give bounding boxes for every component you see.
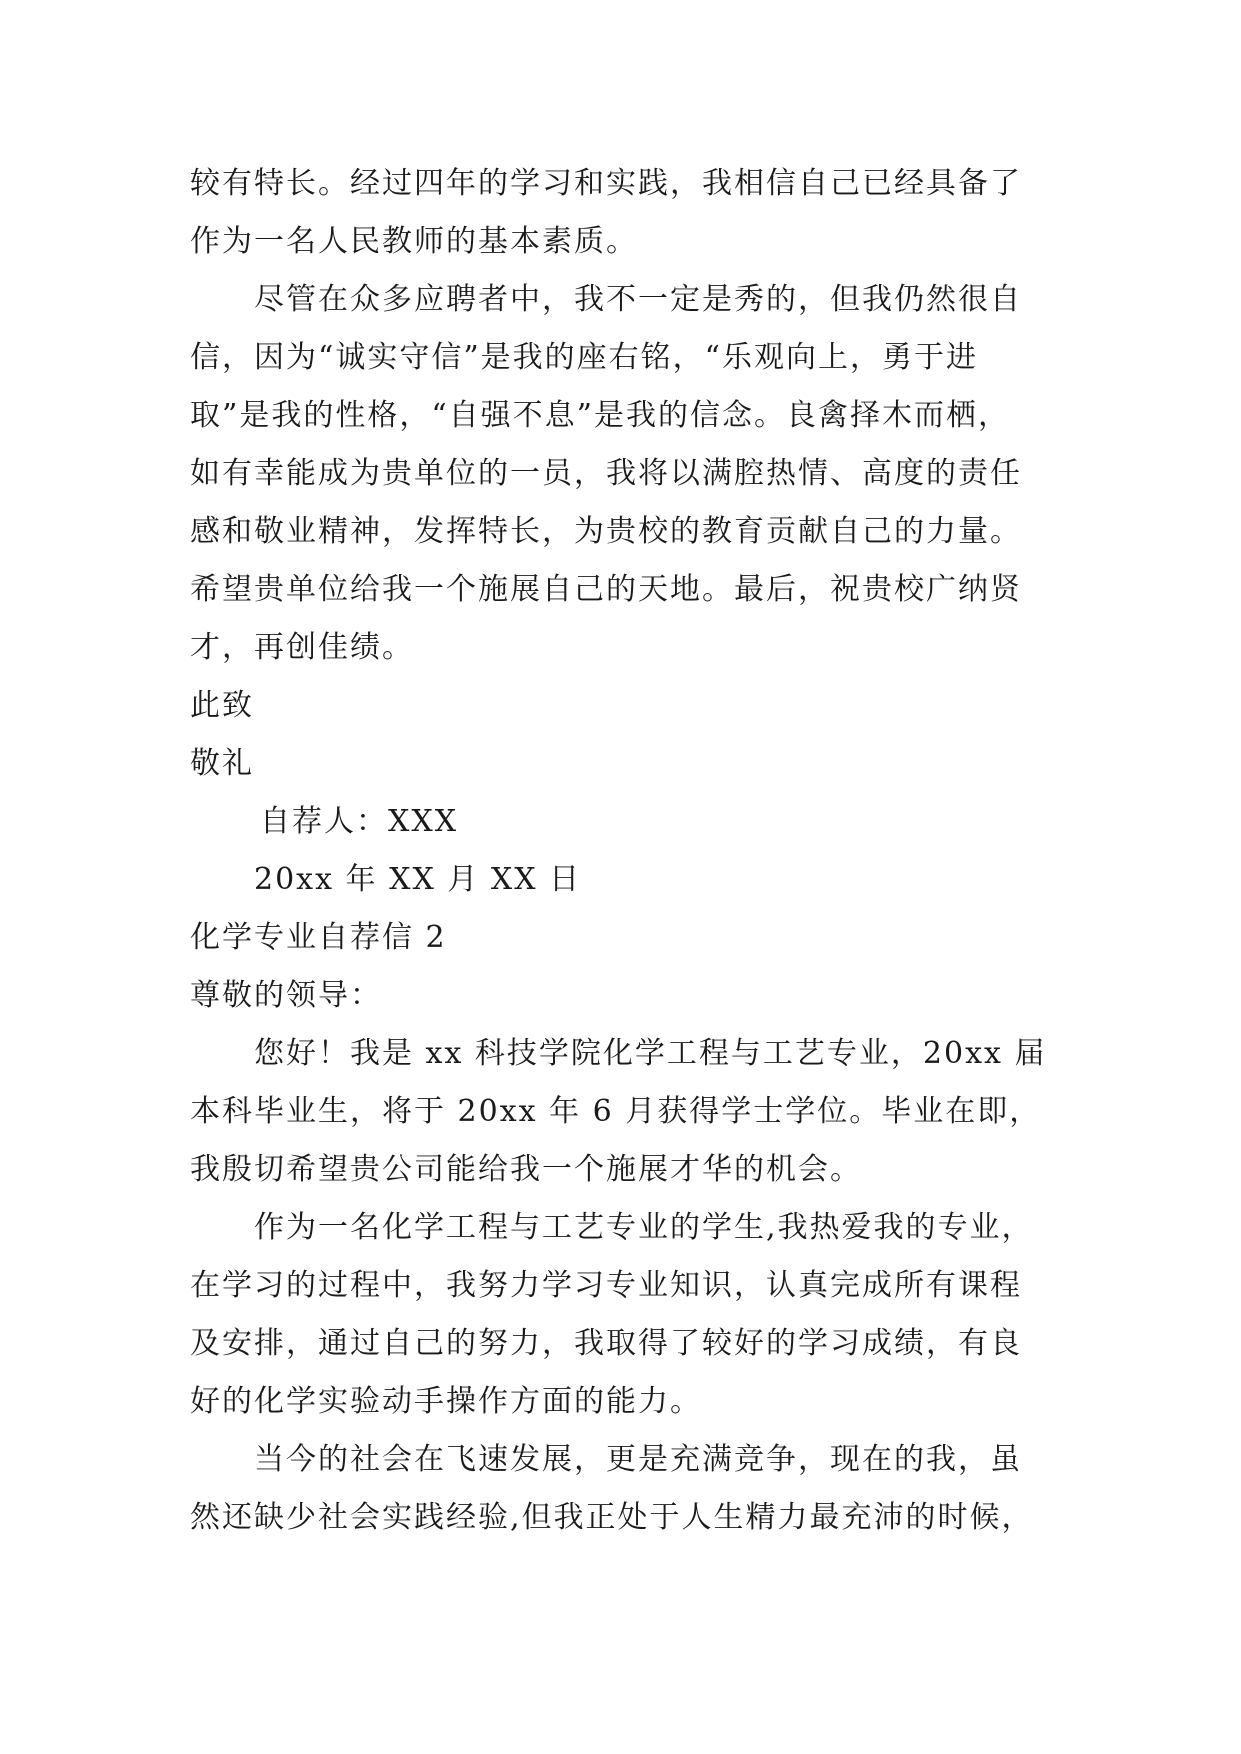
paragraph-line: 在学习的过程中，我努力学习专业知识，认真完成所有课程 — [190, 1268, 1022, 1303]
paragraph-line: 然还缺少社会实践经验,但我正处于人生精力最充沛的时候， — [190, 1500, 1034, 1535]
section-title: 化学专业自荐信 2 — [190, 920, 447, 955]
paragraph-line: 信，因为“诚实守信”是我的座右铭，“乐观向上，勇于进 — [190, 340, 979, 375]
closing-regards: 敬礼 — [190, 746, 254, 781]
paragraph-line: 我殷切希望贵公司能给我一个施展才华的机会。 — [190, 1152, 862, 1187]
paragraph-line: 本科毕业生，将于 20xx 年 6 月获得学士学位。毕业在即， — [190, 1094, 1042, 1129]
paragraph-first-line: 尽管在众多应聘者中，我不一定是秀的，但我仍然很自 — [254, 282, 1022, 317]
paragraph-first-line: 您好！我是 xx 科技学院化学工程与工艺专业，20xx 届 — [254, 1036, 1047, 1071]
paragraph-line: 取”是我的性格，“自强不息”是我的信念。良禽择木而栖， — [190, 398, 1011, 433]
paragraph-line: 如有幸能成为贵单位的一员，我将以满腔热情、高度的责任 — [190, 456, 1022, 491]
paragraph-first-line: 当今的社会在飞速发展，更是充满竞争，现在的我，虽 — [254, 1442, 1022, 1477]
signature-line: 自荐人：XXX — [260, 804, 459, 839]
paragraph-line: 好的化学实验动手操作方面的能力。 — [190, 1384, 702, 1419]
paragraph-line: 较有特长。经过四年的学习和实践，我相信自己已经具备了 — [190, 166, 1022, 201]
paragraph-line: 希望贵单位给我一个施展自己的天地。最后，祝贵校广纳贤 — [190, 572, 1022, 607]
paragraph-line: 作为一名人民教师的基本素质。 — [190, 224, 638, 259]
paragraph-line: 才，再创佳绩。 — [190, 630, 414, 665]
greeting-line: 尊敬的领导： — [190, 978, 382, 1013]
date-line: 20xx 年 XX 月 XX 日 — [254, 862, 582, 897]
paragraph-first-line: 作为一名化学工程与工艺专业的学生,我热爱我的专业， — [254, 1210, 1034, 1245]
closing-salutation: 此致 — [190, 688, 254, 723]
paragraph-line: 感和敬业精神，发挥特长，为贵校的教育贡献自己的力量。 — [190, 514, 1022, 549]
paragraph-line: 及安排，通过自己的努力，我取得了较好的学习成绩，有良 — [190, 1326, 1022, 1361]
